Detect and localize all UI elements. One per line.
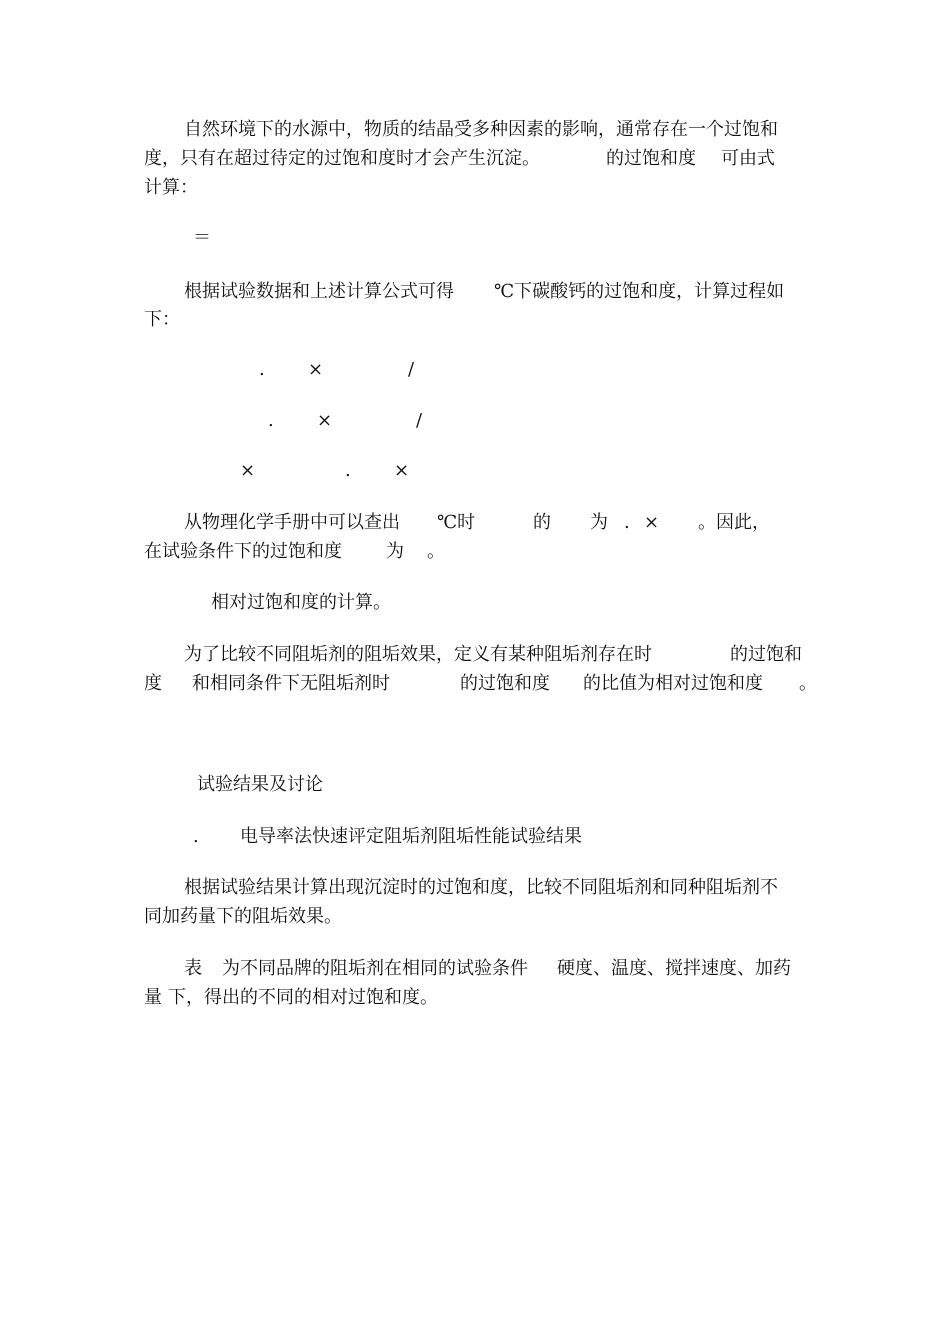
para6-line2-b: 下，得出的不同的相对过饱和度。 (168, 987, 438, 1008)
para3-text-f: × (644, 512, 660, 533)
subsection-heading (0, 825, 950, 921)
formula-equals: ＝ (193, 227, 211, 248)
para4-line2-b: 和相同条件下无阻垢剂时 (192, 673, 390, 694)
para4-line1-text: 为了比较不同阻垢剂的阻垢效果，定义有某种阻垢剂存在时 (184, 644, 652, 665)
para6-line2 (0, 986, 950, 1082)
calc-row3-dot: . (345, 460, 351, 481)
calc-row2-times: × (317, 410, 333, 431)
para2-line1-text: 根据试验数据和上述计算公式可得 (184, 281, 454, 302)
para6-line1-conditions: 硬度、温度、搅拌速度、加药 (557, 958, 791, 979)
para1-line3: 计算： (144, 177, 198, 198)
para4-line2 (0, 672, 950, 840)
para4-line2-e: 。 (799, 673, 817, 694)
para3-text-d: 为 (590, 512, 608, 533)
para6-line1-text: 为不同品牌的阻垢剂在相同的试验条件 (222, 958, 528, 979)
para4-line2-d: 的比值为相对过饱和度 (583, 673, 763, 694)
subsection-number: . (193, 826, 199, 847)
para1-line1: 自然环境下的水源中，物质的结晶受多种因素的影响，通常存在一个过饱和 (184, 119, 778, 140)
para3-text-c: 的 (533, 512, 551, 533)
para1-formula-ref: 可由式 (721, 148, 775, 169)
section-title: 试验结果及讨论 (197, 774, 323, 795)
heading-relative-supersaturation: 相对过饱和度的计算。 (211, 592, 391, 613)
para1-line2-text: 度，只有在超过待定的过饱和度时才会产生沉淀。 (144, 148, 540, 169)
calc-row1-dot: . (259, 359, 265, 380)
calc-row1-slash: / (408, 359, 415, 380)
para1-supersat-text: 的过饱和度 (606, 148, 696, 169)
para3-text-a: 从物理化学手册中可以查出 (184, 512, 400, 533)
para3-line2-period: 。 (427, 541, 445, 562)
para3-text-e: . (624, 512, 630, 533)
calc-row2-slash: / (416, 410, 423, 431)
para3-line2-wei: 为 (386, 541, 404, 562)
para2-line2: 下： (144, 309, 180, 330)
para5-line2: 同加药量下的阻垢效果。 (144, 906, 342, 927)
para6-line2-a: 量 (144, 987, 162, 1008)
calc-row1-times: × (308, 359, 324, 380)
para3-line2 (0, 540, 950, 660)
para3-text-g: 。因此， (698, 512, 770, 533)
calc-row3-times-b: × (394, 460, 410, 481)
calc-row3-times: × (240, 460, 256, 481)
para6-table-ref: 表 (184, 958, 202, 979)
subsection-title: 电导率法快速评定阻垢剂阻垢性能试验结果 (240, 826, 582, 847)
para4-line2-a: 度 (144, 673, 162, 694)
para3-text-b: ℃时 (437, 512, 476, 533)
para4-line2-c: 的过饱和度 (460, 673, 550, 694)
para3-line2-text: 在试验条件下的过饱和度 (144, 541, 342, 562)
para5-line1: 根据试验结果计算出现沉淀时的过饱和度，比较不同阻垢剂和同种阻垢剂不 (184, 877, 778, 898)
para4-line1-text-b: 的过饱和 (730, 644, 802, 665)
calc-row2-dot: . (268, 410, 274, 431)
para2-line1-text-b: ℃下碳酸钙的过饱和度，计算过程如 (494, 281, 785, 302)
para1-line2 (144, 147, 844, 267)
